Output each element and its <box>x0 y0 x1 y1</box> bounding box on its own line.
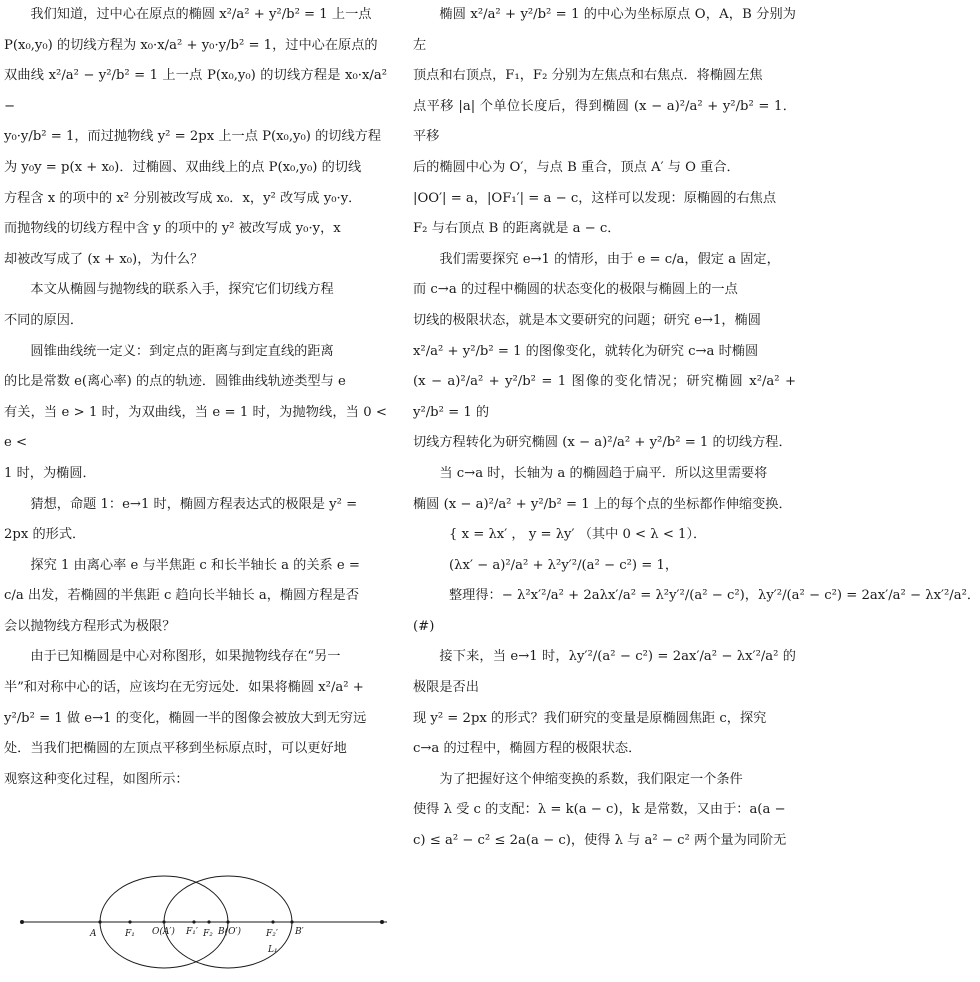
right-column-line: x²/a² + y²/b² = 1 的图像变化，就转化为研究 c→a 时椭圆 <box>413 343 759 359</box>
right-column-line: 切线的极限状态，就是本文要研究的问题；研究 e→1，椭圆 <box>413 312 761 328</box>
right-column-line: 后的椭圆中心为 O′，与点 B 重合，顶点 A′ 与 O 重合． <box>413 159 740 175</box>
label-F1p: F₁′ <box>186 927 198 937</box>
right-column-line: 而 c→a 的过程中椭圆的状态变化的极限与椭圆上的一点 <box>413 282 738 298</box>
label-F2p: F₂′ <box>266 929 278 939</box>
right-column-line: { x = λx′ ， y = λy′ （其中 0 < λ < 1）． <box>449 527 707 543</box>
left-column-line: 的比是常数 e(离心率) 的点的轨迹．圆锥曲线轨迹类型与 e <box>4 374 346 390</box>
ellipse-figure <box>4 868 387 982</box>
left-column-line: 不同的原因． <box>4 312 84 328</box>
point-F1 <box>128 920 131 923</box>
left-column-line: 观察这种变化过程，如图所示： <box>4 771 189 787</box>
label-B-O: B(O′) <box>218 927 242 937</box>
label-L1: L₁ <box>268 945 278 955</box>
right-column-line: (#) <box>413 618 435 634</box>
point-O <box>162 920 165 923</box>
right-column-line: 椭圆 (x − a)²/a² + y²/b² = 1 上的每个点的坐标都作伸缩变换． <box>413 496 792 512</box>
right-column-line: 切线方程转化为研究椭圆 (x − a)²/a² + y²/b² = 1 的切线方程． <box>413 435 792 451</box>
point-B <box>226 920 229 923</box>
left-column-line: 1 时，为椭圆． <box>4 465 96 481</box>
left-column-line: P(x₀,y₀) 的切线方程为 x₀·x/a² + y₀·y/b² = 1，过中心在原点的 <box>4 37 378 53</box>
axis-left-endpoint <box>20 920 24 924</box>
left-column-line: 会以抛物线方程形式为极限？ <box>4 618 176 634</box>
right-column-line: c) ≤ a² − c² ≤ 2a(a − c)，使得 λ 与 a² − c² 两个量为同阶无 <box>413 833 787 849</box>
left-column-line: 2px 的形式． <box>4 527 86 543</box>
left-column-line: 半”和对称中心的话，应该均在无穷远处．如果将椭圆 x²/a² + <box>4 680 364 696</box>
point-A <box>98 920 101 923</box>
right-column-line: |OO′| = a，|OF₁′| = a − c，这样可以发现：原椭圆的右焦点 <box>413 190 777 206</box>
left-column-line: y₀·y/b² = 1，而过抛物线 y² = 2px 上一点 P(x₀,y₀) 的切线方程 <box>4 129 382 145</box>
point-F2p <box>271 920 274 923</box>
point-F2 <box>207 920 210 923</box>
right-column-line: 接下来，当 e→1 时，λy′²/(a² − c²) = 2ax′/a² − λx′²/a² 的极限是否出 <box>413 649 796 696</box>
right-column-line: 现 y² = 2px 的形式？我们研究的变量是原椭圆焦距 c，探究 <box>413 710 767 726</box>
left-column-line: 为 y₀y = p(x + x₀)．过椭圆、双曲线上的点 P(x₀,y₀) 的切线 <box>4 159 362 175</box>
label-F1: F₁ <box>125 929 135 939</box>
left-column-line: 双曲线 x²/a² − y²/b² = 1 上一点 P(x₀,y₀) 的切线方程是 x₀·x/a² − <box>4 68 387 114</box>
right-column-line: 点平移 |a| 个单位长度后，得到椭圆 (x − a)²/a² + y²/b² = 1．平移 <box>413 98 796 145</box>
ellipse-diagram-svg <box>4 868 387 982</box>
left-column-line: 方程含 x 的项中的 x² 分别被改写成 x₀．x，y² 改写成 y₀·y． <box>4 190 362 206</box>
left-column-line: 处．当我们把椭圆的左顶点平移到坐标原点时，可以更好地 <box>4 741 347 757</box>
right-column-line: (x − a)²/a² + y²/b² = 1 图像的变化情况；研究椭圆 x²/a² + y²/b² = 1 的 <box>413 374 796 420</box>
axis-right-endpoint <box>380 920 384 924</box>
left-column-line: 圆锥曲线统一定义：到定点的距离与到定直线的距离 <box>30 343 334 359</box>
label-F2: F₂ <box>203 929 213 939</box>
right-column-line: (λx′ − a)²/a² + λ²y′²/(a² − c²) = 1， <box>449 557 679 573</box>
right-column <box>413 0 980 857</box>
left-column-line: 由于已知椭圆是中心对称图形，如果抛物线存在“另一 <box>30 649 341 665</box>
right-column-line: c→a 的过程中，椭圆方程的极限状态． <box>413 741 642 757</box>
right-column-line: 顶点和右顶点，F₁，F₂ 分别为左焦点和右焦点．将椭圆左焦 <box>413 68 763 84</box>
left-column-line: 有关，当 e > 1 时，为双曲线，当 e = 1 时，为抛物线，当 0 < e < <box>4 404 387 451</box>
right-column-line: 当 c→a 时，长轴为 a 的椭圆趋于扁平．所以这里需要将 <box>439 465 768 481</box>
right-column-line: 椭圆 x²/a² + y²/b² = 1 的中心为坐标原点 O，A，B 分别为左 <box>413 7 796 53</box>
point-Bp <box>290 920 293 923</box>
left-column-line: 探究 1 由离心率 e 与半焦距 c 和长半轴长 a 的关系 e = <box>30 557 360 573</box>
label-A: A <box>90 929 97 939</box>
right-column-line: 为了把握好这个伸缩变换的系数，我们限定一个条件 <box>439 771 743 787</box>
left-column-line: 猜想，命题 1：e→1 时，椭圆方程表达式的极限是 y² = <box>30 496 358 512</box>
left-column-line: c/a 出发，若椭圆的半焦距 c 趋向长半轴长 a，椭圆方程是否 <box>4 588 360 604</box>
left-column <box>4 0 387 795</box>
left-column-line: 而抛物线的切线方程中含 y 的项中的 y² 被改写成 y₀·y，x <box>4 221 341 237</box>
right-column-line: 使得 λ 受 c 的支配：λ = k(a − c)，k 是常数，又由于：a(a − <box>413 802 786 818</box>
left-column-line: 却被改写成了 (x + x₀)，为什么？ <box>4 251 204 267</box>
point-F1p <box>192 920 195 923</box>
right-column-line: 整理得：− λ²x′²/a² + 2aλx′/a² = λ²y′²/(a² − c²)，λy′²/(a² − c²) = 2ax′/a² − λx′²/a²． <box>449 588 980 604</box>
right-column-line: 我们需要探究 e→1 的情形，由于 e = c/a，假定 a 固定， <box>439 251 780 267</box>
left-column-line: 本文从椭圆与抛物线的联系入手，探究它们切线方程 <box>30 282 334 298</box>
label-O-A: O(A′) <box>152 927 175 937</box>
left-column-line: 我们知道，过中心在原点的椭圆 x²/a² + y²/b² = 1 上一点 <box>30 7 372 22</box>
right-column-line: F₂ 与右顶点 B 的距离就是 a − c． <box>413 221 621 237</box>
label-Bp: B′ <box>295 927 304 937</box>
left-column-line: y²/b² = 1 做 e→1 的变化，椭圆一半的图像会被放大到无穷远 <box>4 710 367 726</box>
